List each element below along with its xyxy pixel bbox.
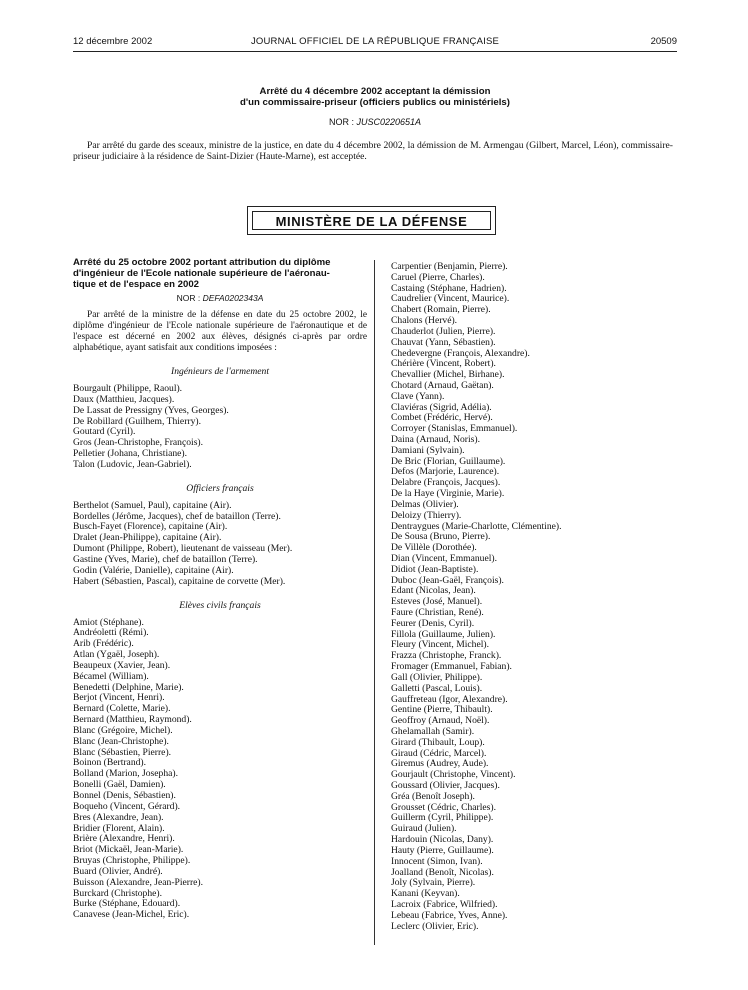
list-item: Briot (Mickaël, Jean-Marie). xyxy=(73,844,184,856)
name-list xyxy=(73,384,367,471)
nor-label: NOR : xyxy=(328,117,357,127)
list-item: Pelletier (Johana, Christiane). xyxy=(73,448,188,460)
section-heading: Ingénieurs de l'armement xyxy=(171,366,269,378)
list-item: Carpentier (Benjamin, Pierre). xyxy=(391,261,508,272)
list-item: Beaupeux (Xavier, Jean). xyxy=(73,659,171,671)
page-header xyxy=(73,36,677,50)
list-item: Blanc (Jean-Christophe). xyxy=(73,735,169,747)
issue-date: 12 décembre 2002 xyxy=(73,36,153,47)
list-item: Clave (Yann). xyxy=(391,390,445,402)
list-item: Chalons (Hervé). xyxy=(391,315,458,327)
list-item: Girard (Thibault, Loup). xyxy=(391,736,485,748)
name-list xyxy=(73,501,367,588)
section-eleves-civils xyxy=(73,600,367,922)
list-item: Berthelot (Samuel, Paul), capitaine (Air). xyxy=(73,499,232,511)
name-list-continued xyxy=(391,262,681,932)
nor-code: DEFA0202343A xyxy=(202,293,264,304)
section-heading: Officiers français xyxy=(186,482,254,494)
list-item: Gentine (Pierre, Thibault). xyxy=(391,704,493,716)
right-column xyxy=(391,262,681,932)
list-item: Daux (Matthieu, Jacques). xyxy=(73,393,175,405)
list-item: Bonnel (Denis, Sébastien). xyxy=(73,790,176,802)
list-item: Joalland (Benoît, Nicolas). xyxy=(391,866,494,878)
list-item: Burckard (Christophe). xyxy=(73,887,162,899)
list-item: Buard (Olivier, André). xyxy=(73,865,163,877)
arrete-commissaire-section xyxy=(73,86,677,162)
list-item: Geoffroy (Arnaud, Noël). xyxy=(391,715,490,727)
list-item: Gréa (Benoît Joseph). xyxy=(391,790,475,802)
list-item: Bonelli (Gaël, Damien). xyxy=(73,779,166,791)
list-item: Damiani (Sylvain). xyxy=(391,444,465,456)
list-item: Bourgault (Philippe, Raoul). xyxy=(73,383,183,395)
list-item: Canavese (Jean-Michel, Eric). xyxy=(73,909,190,921)
list-item: Chedevergne (François, Alexandre). xyxy=(391,347,530,359)
list-item: Fleury (Vincent, Michel). xyxy=(391,639,489,651)
list-item: Esteves (José, Manuel). xyxy=(391,596,483,608)
list-item: De Bric (Florian, Guillaume). xyxy=(391,455,506,467)
left-column xyxy=(73,258,367,921)
header-rule xyxy=(73,51,677,52)
ministry-box xyxy=(247,206,496,235)
journal-title: JOURNAL OFFICIEL DE LA RÉPUBLIQUE FRANÇAISE xyxy=(250,36,500,47)
arrete-diplome-title-line: Arrêté du 25 octobre 2002 portant attribution du diplôme xyxy=(73,257,331,268)
list-item: Dralet (Jean-Philippe), capitaine (Air). xyxy=(73,532,222,544)
list-item: Chabert (Romain, Pierre). xyxy=(391,304,491,316)
arrete-commissaire-title-line: Arrêté du 4 décembre 2002 acceptant la démission xyxy=(259,86,491,97)
list-item: Didiot (Jean-Baptiste). xyxy=(391,563,479,575)
list-item: Boinon (Bertrand). xyxy=(73,757,147,769)
list-item: Andréoletti (Rémi). xyxy=(73,627,149,639)
list-item: Dumont (Philippe, Robert), lieutenant de vaisseau (Mer). xyxy=(73,543,293,555)
list-item: Gauffreteau (Igor, Alexandre). xyxy=(391,693,508,705)
list-item: Goutard (Cyril). xyxy=(73,426,136,438)
list-item: Gros (Jean-Christophe, François). xyxy=(73,437,204,449)
list-item: Caruel (Pierre, Charles). xyxy=(391,271,485,283)
list-item: Faure (Christian, René). xyxy=(391,607,484,618)
list-item: Bordelles (Jérôme, Jacques), chef de bataillon (Terre). xyxy=(73,510,281,522)
list-item: Godin (Valérie, Danielle), capitaine (Air). xyxy=(73,564,234,576)
list-item: Gourjault (Christophe, Vincent). xyxy=(391,769,516,781)
list-item: Guillerm (Cyril, Philippe). xyxy=(391,812,494,824)
list-item: Blanc (Grégoire, Michel). xyxy=(73,724,173,736)
list-item: Lebeau (Fabrice, Yves, Anne). xyxy=(391,909,508,921)
list-item: Goussard (Olivier, Jacques). xyxy=(391,780,500,791)
list-item: Castaing (Stéphane, Hadrien). xyxy=(391,282,507,294)
list-item: Fillola (Guillaume, Julien). xyxy=(391,628,496,640)
page-number: 20509 xyxy=(650,36,677,47)
list-item: Dentraygues (Marie-Charlotte, Clémentine). xyxy=(391,520,562,532)
list-item: Bolland (Marion, Josepha). xyxy=(73,768,178,780)
arrete-commissaire-title-line: d'un commissaire-priseur (officiers publics ou ministériels) xyxy=(240,97,510,108)
list-item: Bernard (Matthieu, Raymond). xyxy=(73,714,192,726)
list-item: Gastine (Yves, Marie), chef de bataillon (Terre). xyxy=(73,553,258,565)
list-item: Buisson (Alexandre, Jean-Pierre). xyxy=(73,876,204,888)
list-item: Lacroix (Fabrice, Wilfried). xyxy=(391,898,498,910)
list-item: Hauty (Pierre, Guillaume). xyxy=(391,844,494,856)
list-item: Kanani (Keyvan). xyxy=(391,888,460,900)
list-item: De Lassat de Pressigny (Yves, Georges). xyxy=(73,404,229,416)
list-item: Frazza (Christophe, Franck). xyxy=(391,650,502,662)
list-item: Boqueho (Vincent, Gérard). xyxy=(73,800,181,812)
name-list xyxy=(73,618,367,922)
list-item: Giraud (Cédric, Marcel). xyxy=(391,747,487,759)
section-heading: Elèves civils français xyxy=(179,599,261,611)
list-item: Talon (Ludovic, Jean-Gabriel). xyxy=(73,458,192,470)
nor-label: NOR : xyxy=(176,293,203,304)
list-item: Amiot (Stéphane). xyxy=(73,616,144,628)
arrete-commissaire-title xyxy=(73,86,677,108)
list-item: Claviéras (Sigrid, Adélia). xyxy=(391,401,492,413)
list-item: Joly (Sylvain, Pierre). xyxy=(391,877,476,889)
section-ingenieurs xyxy=(73,366,367,471)
list-item: Chérière (Vincent, Robert). xyxy=(391,358,496,370)
list-item: Guiraud (Julien). xyxy=(391,823,457,835)
list-item: De Sousa (Bruno, Pierre). xyxy=(391,531,491,543)
column-divider xyxy=(374,260,375,945)
list-item: Ghelamallah (Samir). xyxy=(391,725,475,737)
list-item: De Villèle (Dorothée). xyxy=(391,542,477,554)
list-item: Brière (Alexandre, Henri). xyxy=(73,833,175,845)
list-item: Bruyas (Christophe, Philippe). xyxy=(73,855,191,867)
list-item: Benedetti (Delphine, Marie). xyxy=(73,681,184,693)
list-item: Fromager (Emmanuel, Fabian). xyxy=(391,661,512,673)
list-item: Galletti (Pascal, Louis). xyxy=(391,682,483,694)
list-item: Berjot (Vincent, Henri). xyxy=(73,692,165,704)
list-item: Innocent (Simon, Ivan). xyxy=(391,855,483,867)
list-item: Busch-Fayet (Florence), capitaine (Air). xyxy=(73,521,228,533)
arrete-diplome-title xyxy=(73,258,367,290)
list-item: Giremus (Audrey, Aude). xyxy=(391,758,489,770)
list-item: Grousset (Cédric, Charles). xyxy=(391,801,496,813)
list-item: Leclerc (Olivier, Eric). xyxy=(391,920,479,932)
list-item: De Robillard (Guilhem, Thierry). xyxy=(73,415,201,427)
list-item: Deloizy (Thierry). xyxy=(391,509,462,521)
list-item: Daina (Arnaud, Noris). xyxy=(391,434,480,445)
section-officiers xyxy=(73,483,367,588)
list-item: Hardouin (Nicolas, Dany). xyxy=(391,834,494,846)
list-item: Caudrelier (Vincent, Maurice). xyxy=(391,293,510,305)
arrete-diplome-title-line: tique et de l'espace en 2002 xyxy=(73,278,199,290)
arrete-commissaire-nor xyxy=(73,117,677,127)
arrete-diplome-body: Par arrêté de la ministre de la défense en date du 25 octobre 2002, le diplôme d'ingénieur de l'Ecole nationale supérieure de l'aéronautique et de l'espace est décerné en 2002 aux élèves, désignés ci-après par ordre alphabétique, ayant satisfait aux conditions imposées : xyxy=(73,310,367,354)
list-item: Bécamel (William). xyxy=(73,670,149,682)
list-item: Arib (Frédéric). xyxy=(73,638,134,650)
list-item: Bridier (Florent, Alain). xyxy=(73,822,165,834)
list-item: Edant (Nicolas, Jean). xyxy=(391,585,476,597)
list-item: Blanc (Sébastien, Pierre). xyxy=(73,746,172,758)
list-item: Chauderlot (Julien, Pierre). xyxy=(391,325,496,337)
list-item: Dian (Vincent, Emmanuel). xyxy=(391,552,497,564)
list-item: Burke (Stéphane, Edouard). xyxy=(73,898,181,910)
list-item: Bres (Alexandre, Jean). xyxy=(73,811,164,823)
arrete-diplome-title-line: d'ingénieur de l'Ecole nationale supérieure de l'aéronau- xyxy=(73,267,330,279)
list-item: Atlan (Ygaël, Joseph). xyxy=(73,649,160,661)
list-item: Defos (Marjorie, Laurence). xyxy=(391,466,500,478)
list-item: Combet (Frédéric, Hervé). xyxy=(391,412,493,424)
list-item: Delabre (François, Jacques). xyxy=(391,477,501,489)
list-item: Chevallier (Michel, Birhane). xyxy=(391,369,505,381)
arrete-diplome-nor xyxy=(73,293,367,303)
list-item: Habert (Sébastien, Pascal), capitaine de corvette (Mer). xyxy=(73,575,286,587)
list-item: Gall (Olivier, Philippe). xyxy=(391,671,483,683)
ministry-title: MINISTÈRE DE LA DÉFENSE xyxy=(252,211,491,230)
nor-code: JUSC0220651A xyxy=(356,117,422,127)
list-item: Bernard (Colette, Marie). xyxy=(73,703,171,715)
list-item: Chauvat (Yann, Sébastien). xyxy=(391,336,496,348)
list-item: Duboc (Jean-Gaël, François). xyxy=(391,574,504,586)
list-item: Corroyer (Stanislas, Emmanuel). xyxy=(391,423,518,435)
list-item: Chotard (Arnaud, Gaëtan). xyxy=(391,379,494,391)
list-item: Delmas (Olivier). xyxy=(391,498,459,510)
list-item: Feurer (Denis, Cyril). xyxy=(391,617,475,629)
arrete-commissaire-body: Par arrêté du garde des sceaux, ministre de la justice, en date du 4 décembre 2002, la démission de M. Armengau (Gilbert, Marcel, Léon), commissaire-priseur judiciaire à la résidence de Saint-Dizier (Haute-Marne), est acceptée. xyxy=(73,140,673,162)
list-item: De la Haye (Virginie, Marie). xyxy=(391,488,505,500)
